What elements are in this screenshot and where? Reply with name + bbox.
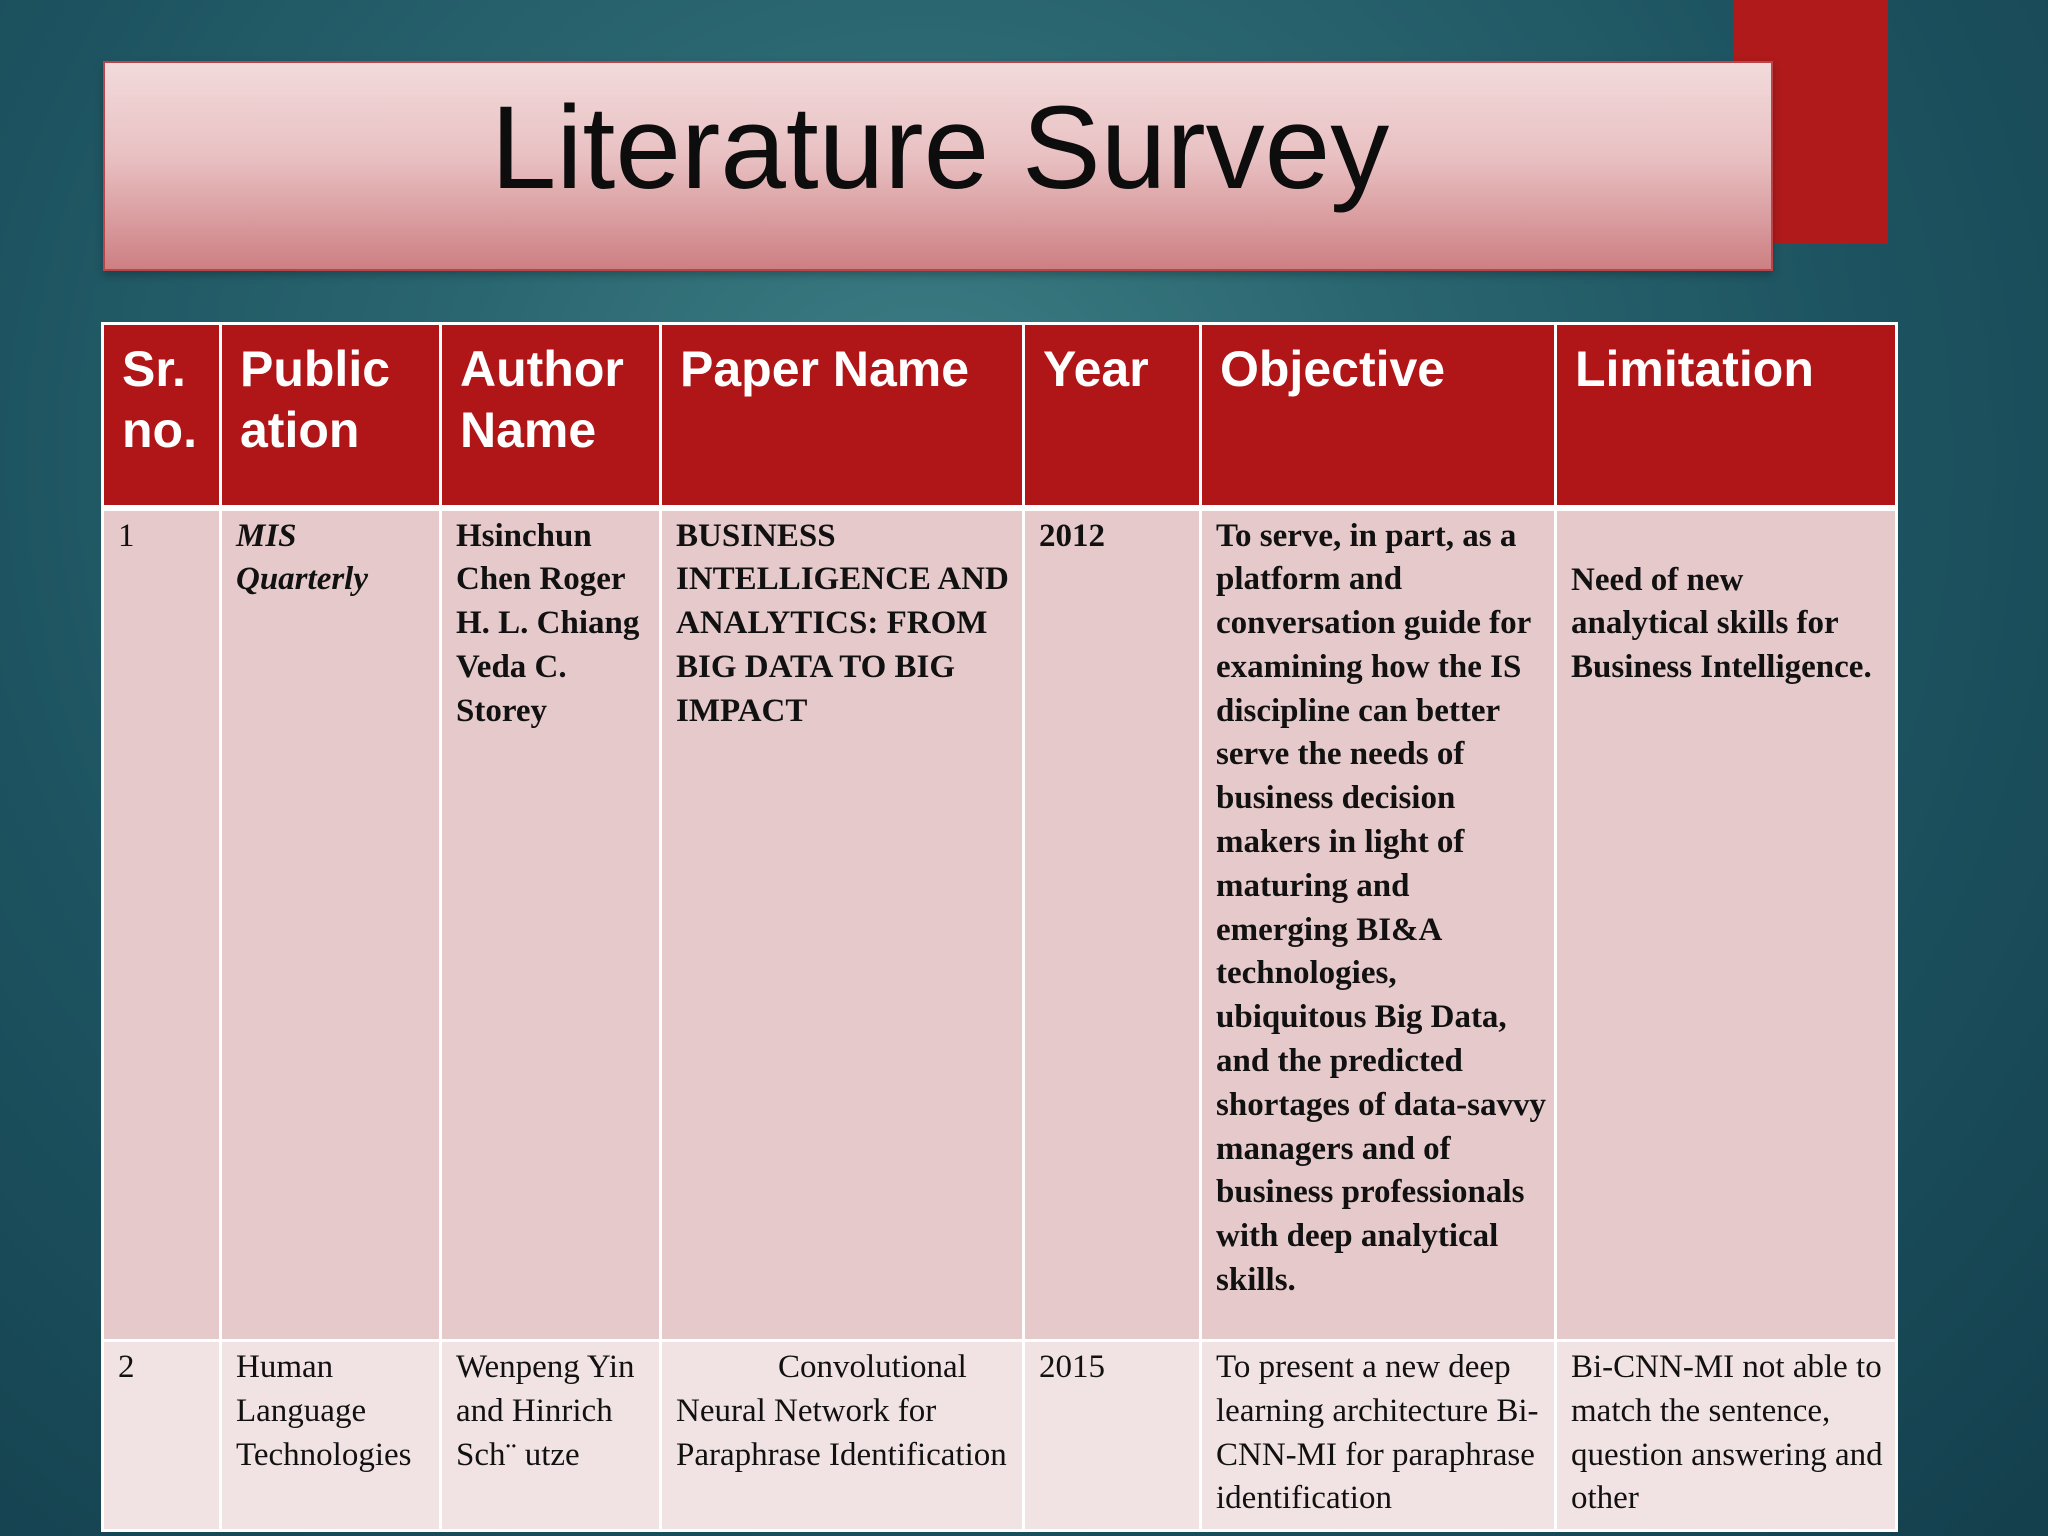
cell-publication: MIS Quarterly <box>221 508 441 1341</box>
literature-survey-table <box>101 322 1898 1532</box>
header-sr-no: Sr. no. <box>103 324 221 508</box>
header-paper-name: Paper Name <box>661 324 1024 508</box>
cell-objective: To present a new deep learning architecture Bi-CNN-MI for paraphrase identification <box>1201 1341 1556 1531</box>
cell-paper-name: BUSINESS INTELLIGENCE AND ANALYTICS: FROM BIG DATA TO BIG IMPACT <box>661 508 1024 1341</box>
cell-limitation: Bi-CNN-MI not able to match the sentence, question answering and other <box>1556 1341 1897 1531</box>
table-row <box>103 508 1897 1341</box>
slide-title: Literature Survey <box>490 82 1390 214</box>
header-publication: Public ation <box>221 324 441 508</box>
header-author-name: Author Name <box>441 324 661 508</box>
cell-author-name: Wenpeng Yin and Hinrich Sch¨ utze <box>441 1341 661 1531</box>
cell-year: 2012 <box>1024 508 1201 1341</box>
cell-publication: Human Language Technologies <box>221 1341 441 1531</box>
cell-objective: To serve, in part, as a platform and conversation guide for examining how the IS discipline can better serve the needs of business decision makers in light of maturing and emerging BI&A technologies, ubiquitous Big Data, and the predicted shortages of data-savvy managers and of business professionals with deep analytical skills. <box>1201 508 1556 1341</box>
header-objective: Objective <box>1201 324 1556 508</box>
cell-paper-name: Convolutional Neural Network for Paraphrase Identification <box>661 1341 1024 1531</box>
cell-year: 2015 <box>1024 1341 1201 1531</box>
table-header-row <box>103 324 1897 508</box>
header-limitation: Limitation <box>1556 324 1897 508</box>
cell-sr-no: 2 <box>103 1341 221 1531</box>
header-year: Year <box>1024 324 1201 508</box>
table-row <box>103 1341 1897 1531</box>
cell-sr-no: 1 <box>103 508 221 1341</box>
cell-limitation: Need of new analytical skills for Business Intelligence. <box>1556 508 1897 1341</box>
cell-author-name: Hsinchun Chen Roger H. L. Chiang Veda C. Storey <box>441 508 661 1341</box>
